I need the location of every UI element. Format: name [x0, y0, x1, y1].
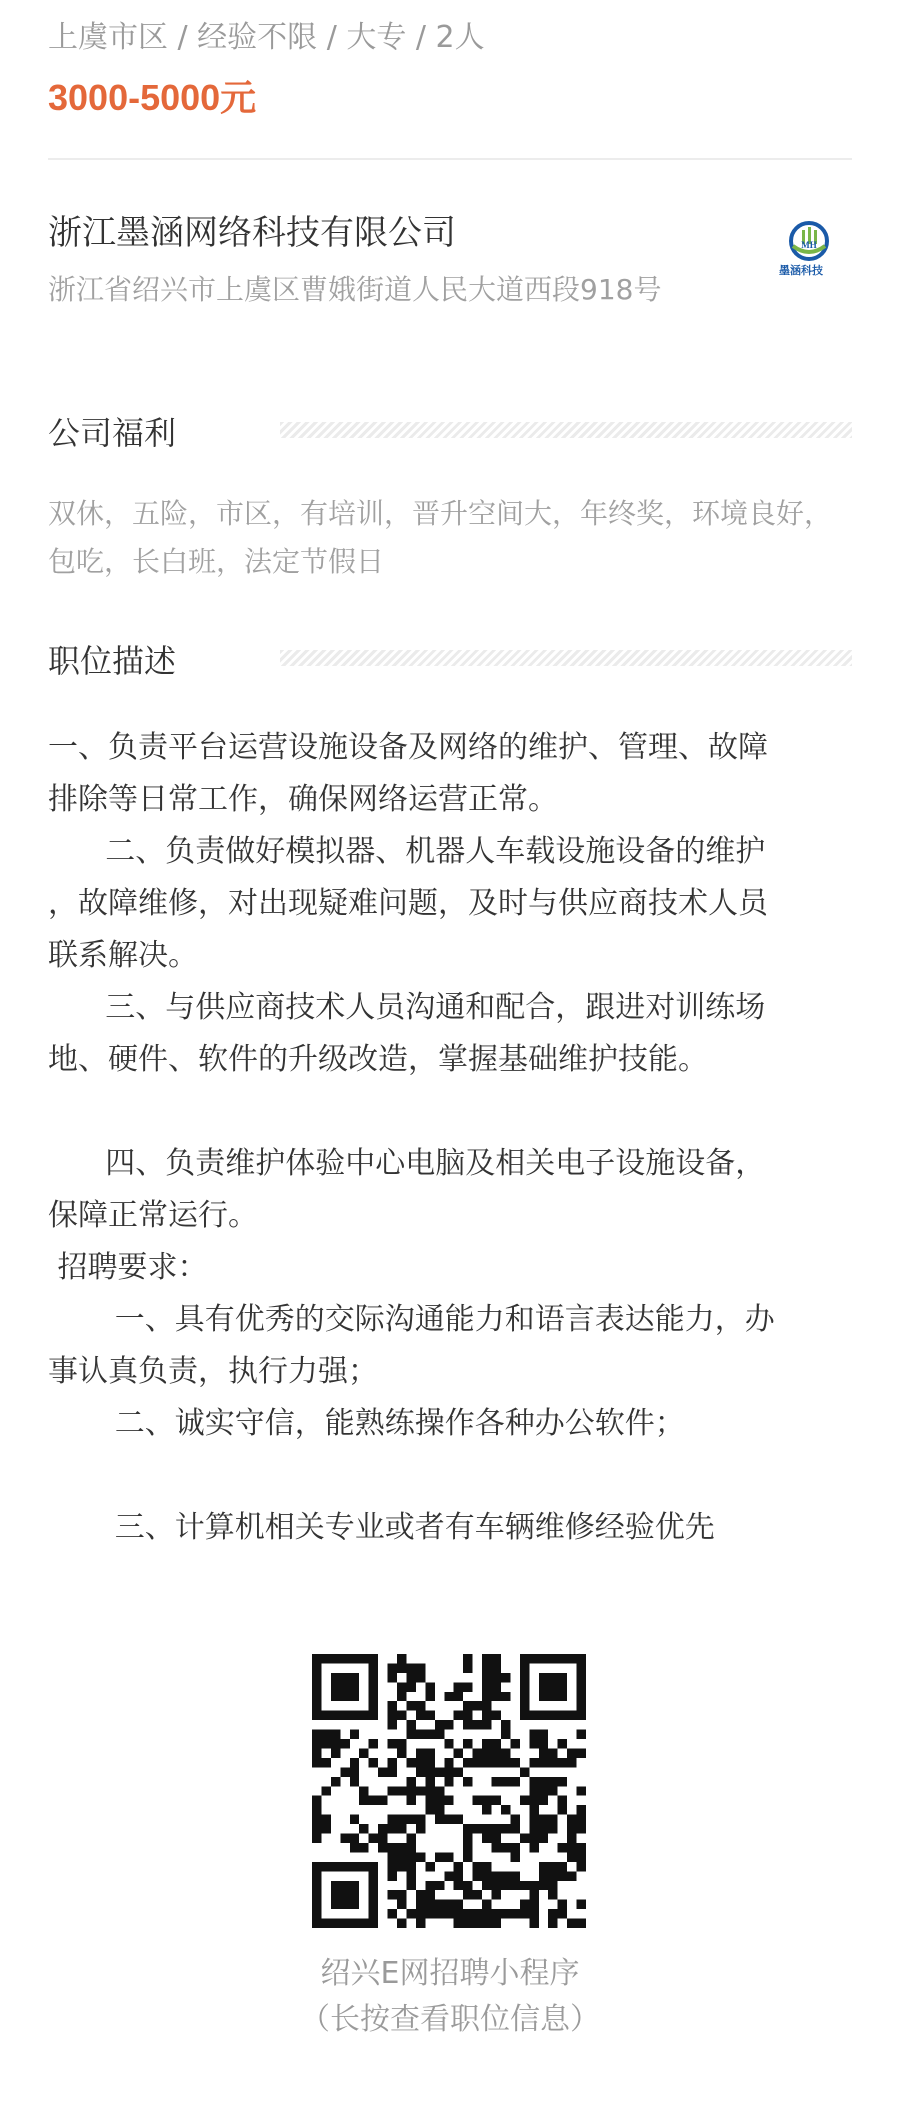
qr-hint: （长按查看职位信息） — [300, 2002, 600, 2037]
company-name[interactable]: 浙江墨涵网络科技有限公司 — [48, 213, 456, 253]
description-line: 二、诚实守信，能熟练操作各种办公软件； — [48, 1406, 685, 1441]
qr-caption: 绍兴E网招聘小程序 — [320, 1956, 580, 1991]
benefits-heading: 公司福利 — [48, 414, 177, 452]
description-line: ，故障维修，对出现疑难问题，及时与供应商技术人员 — [48, 886, 768, 921]
description-line: 事认真负责，执行力强； — [48, 1354, 378, 1389]
benefits-text: 双休，五险，市区，有培训，晋升空间大，年终奖，环境良好，包吃，长白班，法定节假日 — [48, 497, 833, 578]
description-line: 联系解决。 — [48, 938, 198, 973]
description-line: 四、负责维护体验中心电脑及相关电子设施设备， — [48, 1146, 766, 1181]
description-line: 地、硬件、软件的升级改造，掌握基础维护技能。 — [48, 1042, 708, 1077]
description-line: 招聘要求： — [48, 1250, 208, 1285]
description-line: 三、计算机相关专业或者有车辆维修经验优先 — [48, 1510, 715, 1545]
job-salary: 3000-5000元 — [48, 77, 257, 118]
job-meta: 上虞市区 / 经验不限 / 大专 / 2人 — [48, 20, 485, 55]
description-line: 二、负责做好模拟器、机器人车载设施设备的维护 — [48, 834, 766, 869]
company-logo-letters: MH — [801, 240, 817, 250]
benefits-heading-decoration — [280, 422, 852, 438]
section-divider — [48, 158, 852, 160]
description-line: 保障正常运行。 — [48, 1198, 258, 1233]
description-line: 一、负责平台运营设施设备及网络的维护、管理、故障 — [48, 730, 768, 765]
company-logo-text: 墨涵科技 — [779, 264, 823, 277]
description-line: 排除等日常工作，确保网络运营正常。 — [48, 782, 558, 817]
description-line: 三、与供应商技术人员沟通和配合，跟进对训练场 — [48, 990, 766, 1025]
description-heading: 职位描述 — [48, 642, 177, 680]
company-address: 浙江省绍兴市上虞区曹娥街道人民大道西段918号 — [48, 273, 662, 306]
description-line: 一、具有优秀的交际沟通能力和语言表达能力，办 — [48, 1302, 775, 1337]
qr-code-icon[interactable] — [312, 1654, 586, 1928]
description-heading-decoration — [280, 650, 852, 666]
